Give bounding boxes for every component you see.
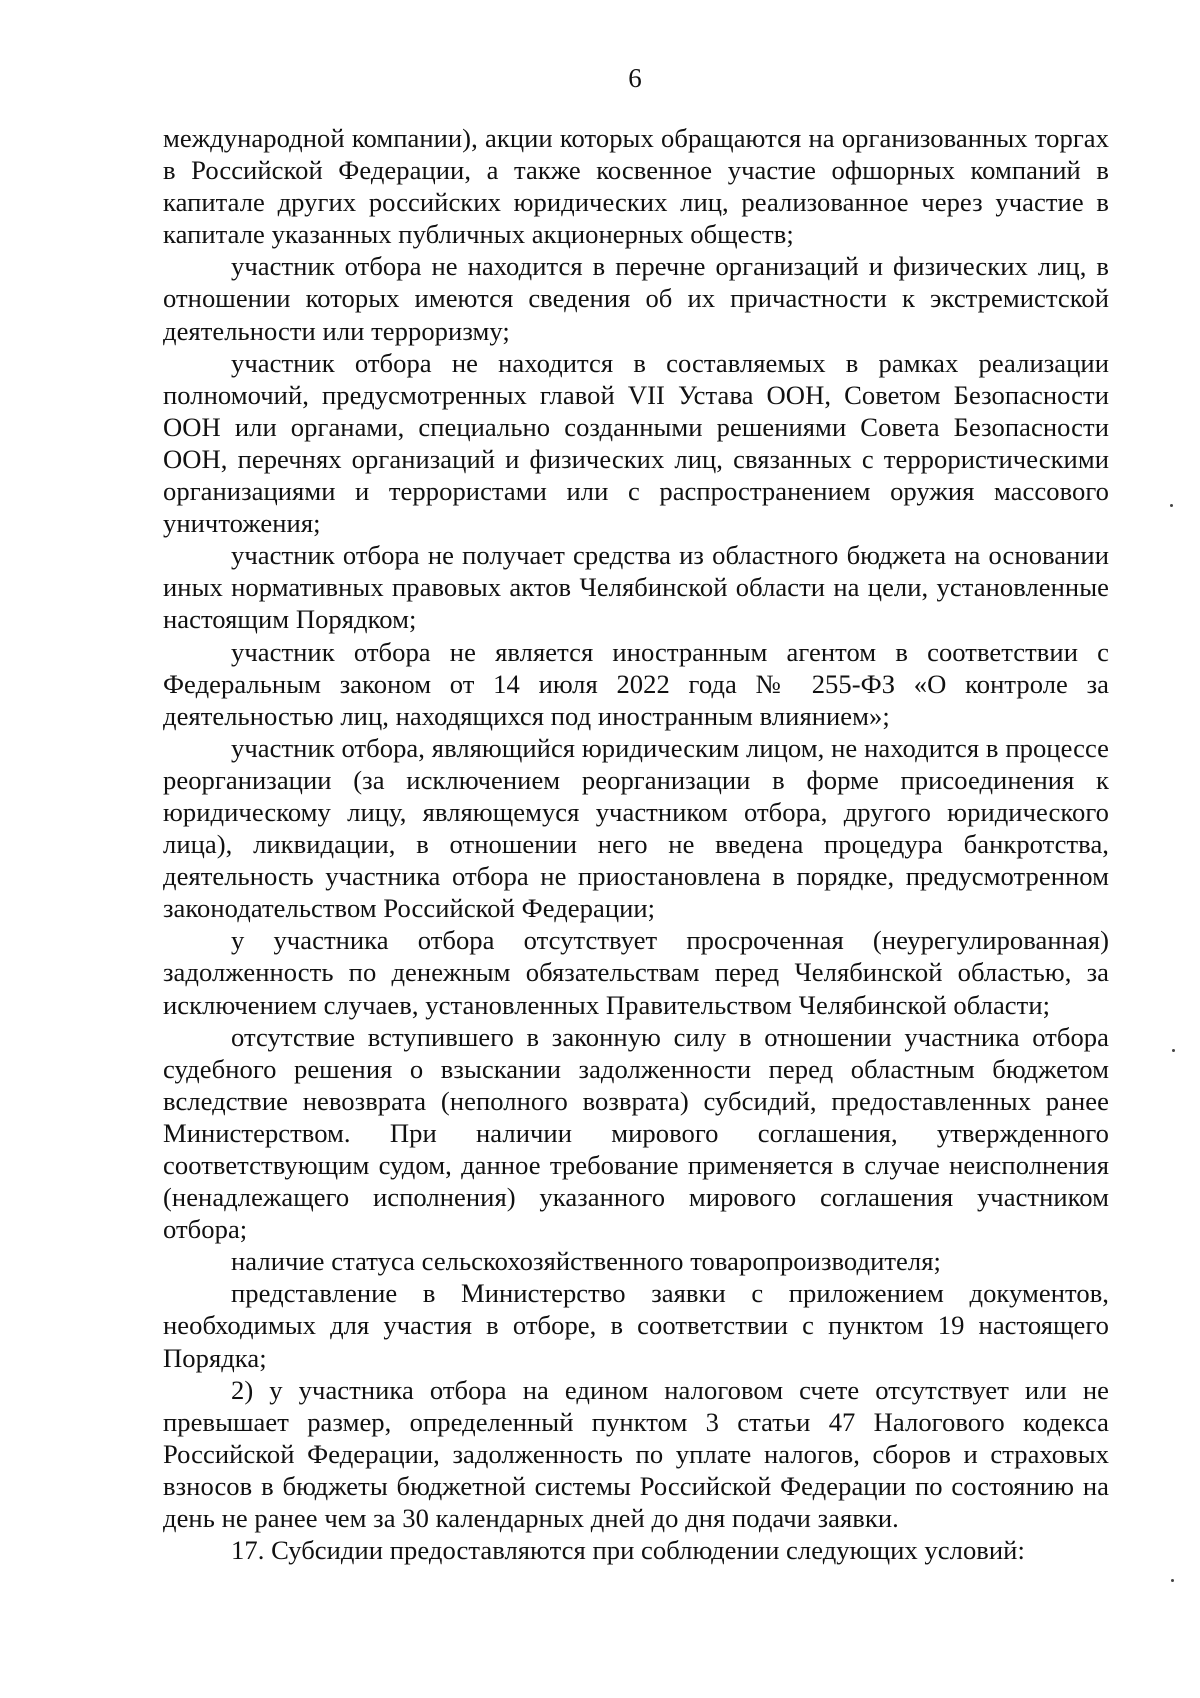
paragraph-11: 2) у участника отбора на едином налоговом счете отсутствует или не превышает размер, определенный пунктом 3 статьи 47 Налогового кодекса Российской Федерации, задолженность по уплате налогов, сборов и страховых взносов в бюджеты бюджетной системы Российской Федерации по состоянию на день не ранее чем за 30 календарных дней до дня подачи заявки. xyxy=(163,1374,1109,1534)
paragraph-6: участник отбора, являющийся юридическим лицом, не находится в процессе реорганизации (за исключением реорганизации в форме присоединения к юридическому лицу, являющемуся участником отбора, другого юридического лица), ликвидации, в отношении него не введена процедура банкротства, деятельность участника отбора не приостановлена в порядке, предусмотренном законодательством Российской Федерации; xyxy=(163,732,1109,924)
paragraph-4: участник отбора не получает средства из областного бюджета на основании иных нормативных правовых актов Челябинской области на цели, установленные настоящим Порядком; xyxy=(163,540,1109,635)
document-text xyxy=(163,122,1109,1566)
scan-speck xyxy=(1170,504,1173,507)
paragraph-5: участник отбора не является иностранным агентом в соответствии с Федеральным законом от 14 июля 2022 года № 255-ФЗ «О контроле за деятельностью лиц, находящихся под иностранным влиянием»; xyxy=(163,636,1109,731)
page-number: 6 xyxy=(628,63,642,93)
scan-speck xyxy=(1171,1579,1174,1582)
paragraph-3: участник отбора не находится в составляемых в рамках реализации полномочий, предусмотренных главой VII Устава ООН, Советом Безопасности ООН или органами, специально созданными решениями Совета Безопасности ООН, перечнях организаций и физических лиц, связанных с террористическими организациями и террористами или с распространением оружия массового уничтожения; xyxy=(163,347,1109,539)
scan-speck xyxy=(1172,1049,1175,1052)
paragraph-7: у участника отбора отсутствует просроченная (неурегулированная) задолженность по денежным обязательствам перед Челябинской областью, за исключением случаев, установленных Правительством Челябинской области; xyxy=(163,925,1109,1020)
paragraph-1: международной компании), акции которых обращаются на организованных торгах в Российской Федерации, а также косвенное участие офшорных компаний в капитале других российских юридических лиц, реализованное через участие в капитале указанных публичных акционерных обществ; xyxy=(163,123,1109,250)
paragraph-9: наличие статуса сельскохозяйственного товаропроизводителя; xyxy=(231,1246,941,1277)
paragraph-10: представление в Министерство заявки с приложением документов, необходимых для участия в отборе, в соответствии с пунктом 19 настоящего Порядка; xyxy=(163,1278,1109,1373)
paragraph-8: отсутствие вступившего в законную силу в отношении участника отбора судебного решения о взыскании задолженности перед областным бюджетом вследствие невозврата (неполного возврата) субсидий, предоставленных ранее Министерством. При наличии мирового соглашения, утвержденного соответствующим судом, данное требование применяется в случае неисполнения (ненадлежащего исполнения) указанного мирового соглашения участником отбора; xyxy=(163,1021,1109,1245)
paragraph-2: участник отбора не находится в перечне организаций и физических лиц, в отношении которых имеются сведения об их причастности к экстремистской деятельности или терроризму; xyxy=(163,251,1109,346)
paragraph-12: 17. Субсидии предоставляются при соблюдении следующих условий: xyxy=(231,1535,1025,1566)
